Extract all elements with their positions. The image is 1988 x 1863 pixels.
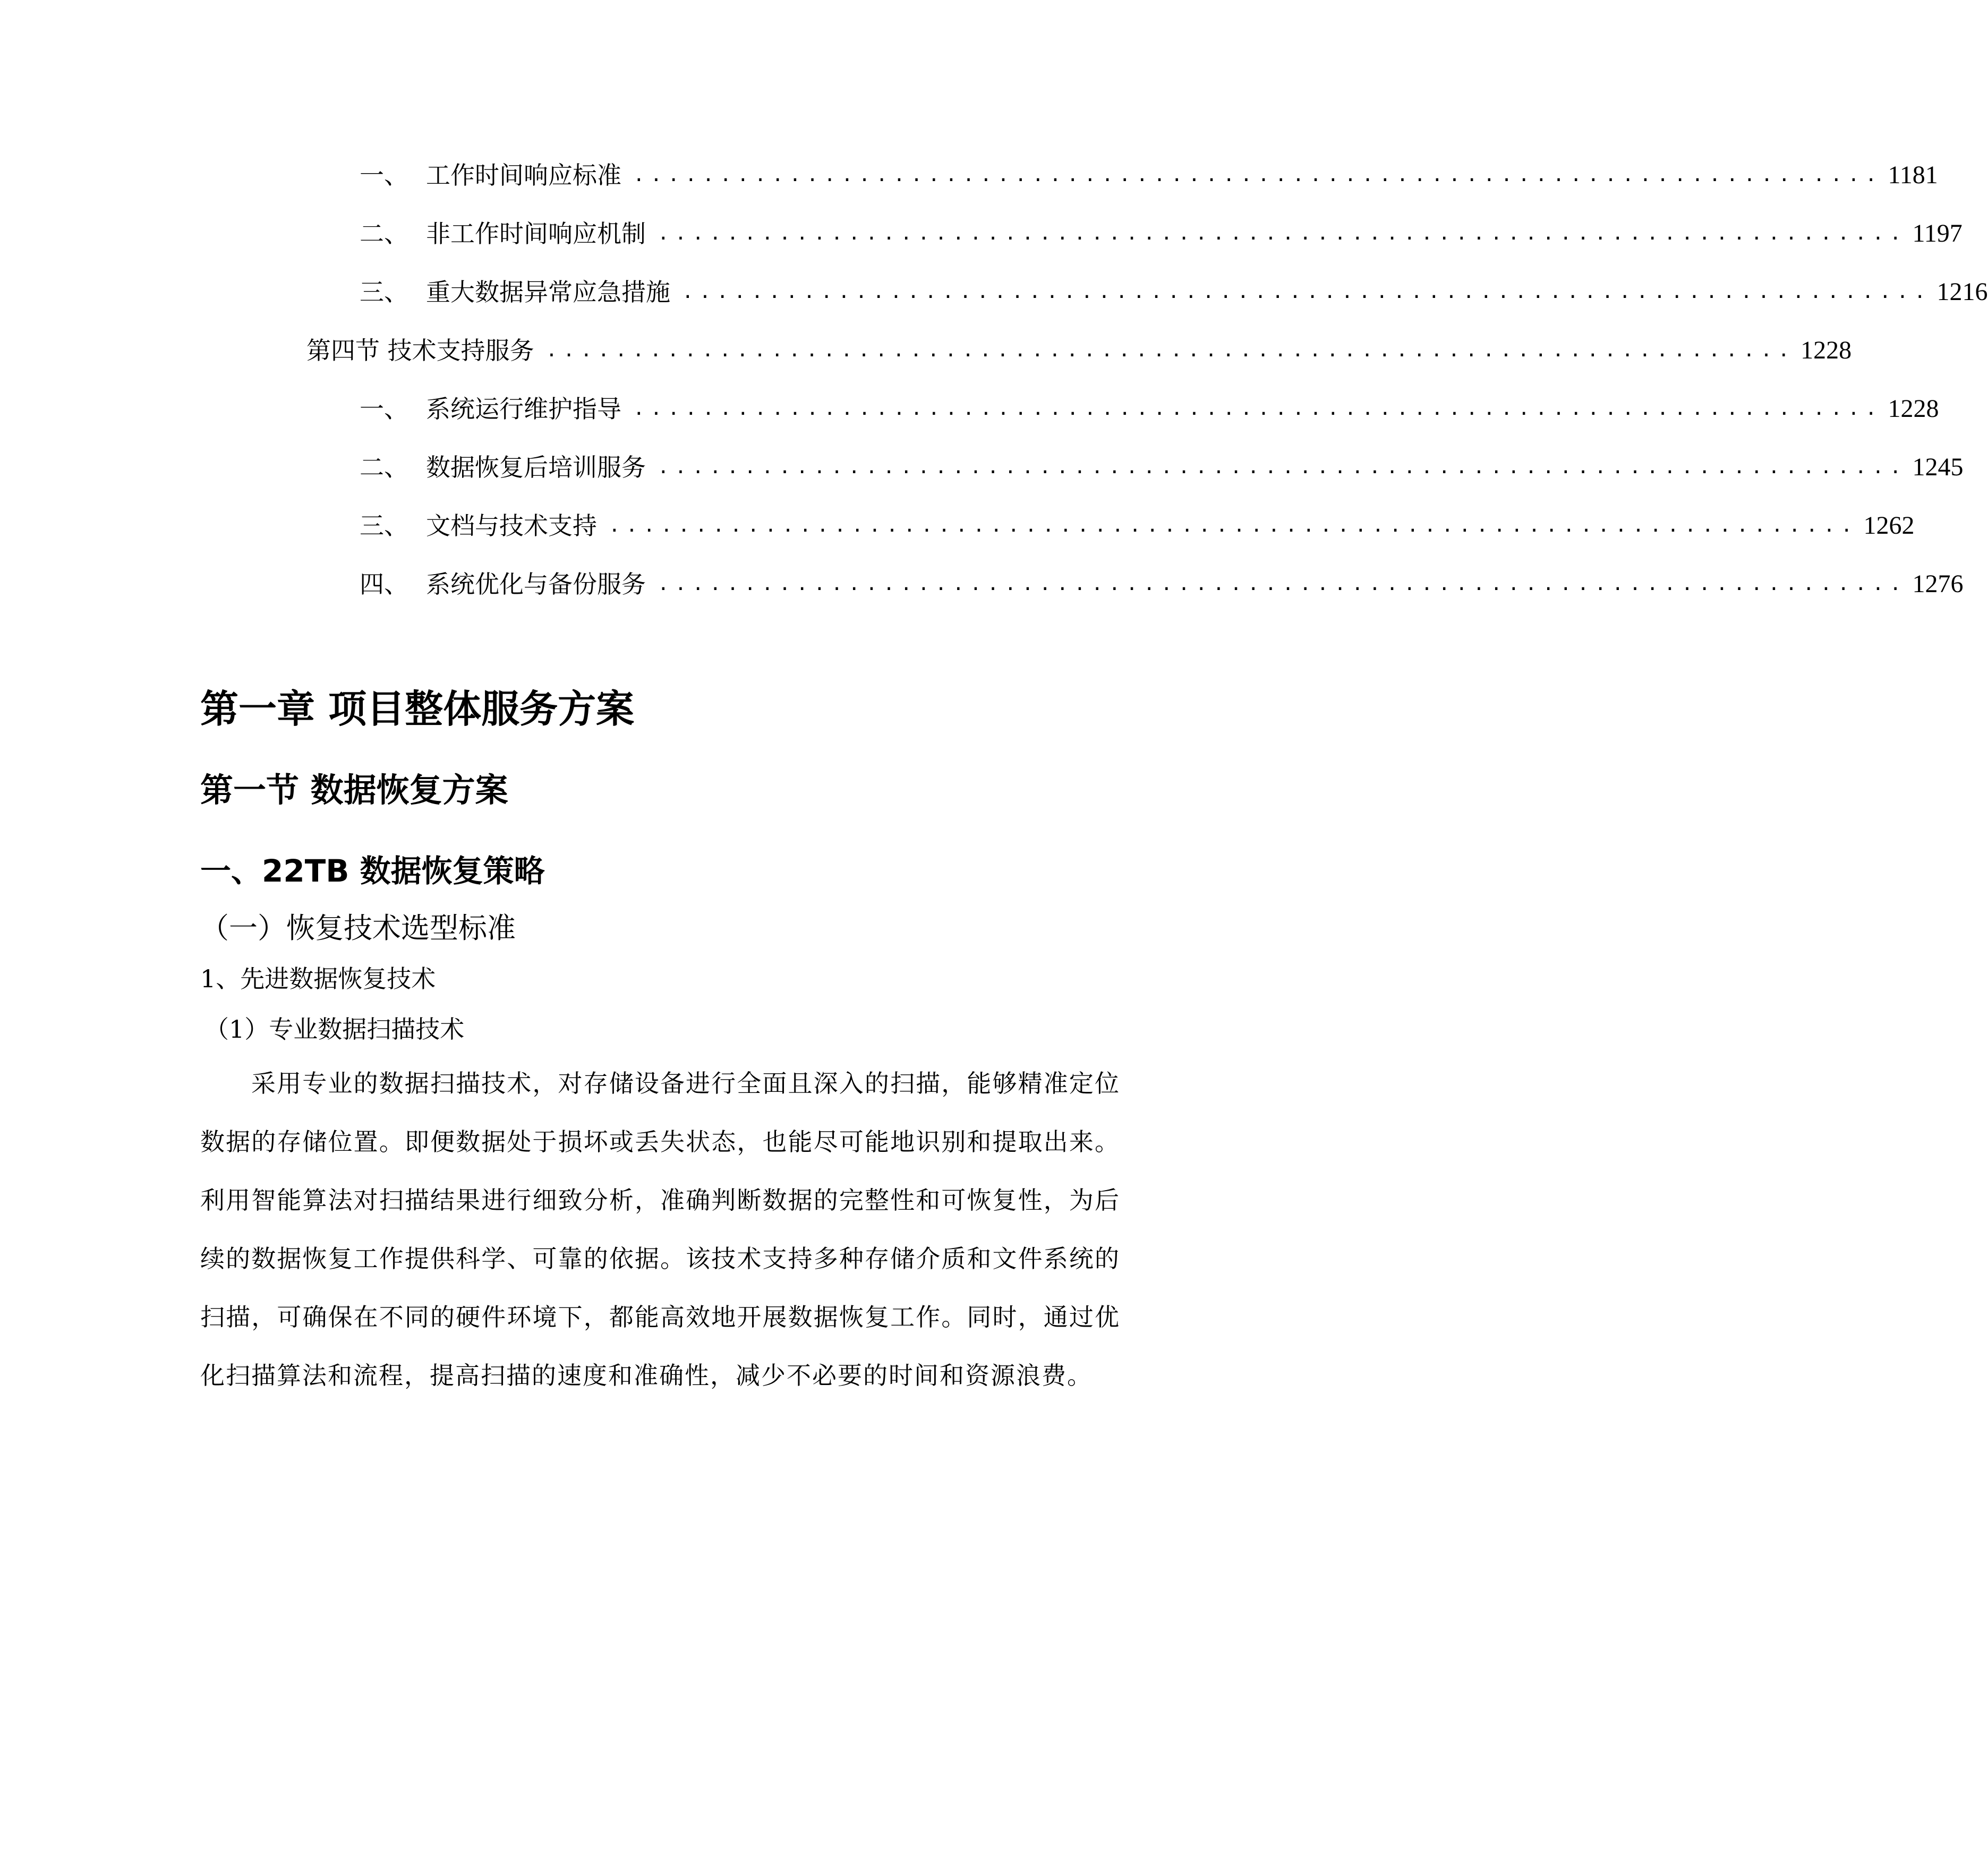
toc-dot-leader: ........................................................................: [682, 281, 1932, 303]
toc-entry-page: 1181: [1888, 161, 1938, 189]
toc-entry-number: 三、: [360, 278, 408, 306]
body-paragraph: 采用专业的数据扫描技术，对存储设备进行全面且深入的扫描，能够精准定位数据的存储位置。即便数据处于损坏或丢失状态，也能尽可能地识别和提取出来。利用智能算法对扫描结果进行细致分析，准确判断数据的完整性和可恢复性，为后续的数据恢复工作提供科学、可靠的依据。该技术支持多种存储介质和文件系统的扫描，可确保在不同的硬件环境下，都能高效地开展数据恢复工作。同时，通过优化扫描算法和流程，提高扫描的速度和准确性，减少不必要的时间和资源浪费。: [200, 1069, 1120, 1390]
toc-entry-title: 系统运行维护指导: [426, 395, 621, 423]
toc-dot-leader: ........................................................................: [633, 398, 1883, 420]
toc-entry-number: 二、: [360, 219, 408, 248]
toc-dot-leader: ........................................................................: [658, 456, 1907, 478]
section-title: 第一节 数据恢复方案: [200, 771, 508, 809]
item-title: 1、先进数据恢复技术: [200, 964, 436, 993]
toc-entry-number: 二、: [360, 453, 408, 482]
subsection-title: 一、22TB 数据恢复策略: [200, 853, 545, 889]
sub-item-title: （1）专业数据扫描技术: [204, 1015, 465, 1044]
toc-entry-page: 1262: [1863, 511, 1915, 540]
toc-entry-number: 一、: [360, 395, 408, 423]
toc-entry-title: 数据恢复后培训服务: [426, 453, 646, 482]
toc-entry-number: 一、: [360, 161, 408, 190]
toc-dot-leader: ........................................................................: [609, 515, 1858, 536]
sub-subsection-title: （一）恢复技术选型标准: [200, 911, 516, 945]
toc-entry-title: 文档与技术支持: [426, 511, 597, 540]
toc-entry-page: 1216: [1936, 278, 1988, 306]
toc-entry-page: 1245: [1912, 453, 1964, 481]
toc-entry[interactable]: [360, 507, 1915, 544]
toc-dot-leader: ........................................................................: [545, 339, 1796, 361]
toc-entry[interactable]: [360, 566, 1964, 603]
toc-entry[interactable]: [360, 390, 1939, 428]
toc-entry-number: 四、: [360, 570, 408, 599]
toc-dot-leader: ........................................................................: [658, 223, 1907, 244]
toc-entry-title: 非工作时间响应机制: [426, 219, 646, 248]
toc-entry-title: 第四节 技术支持服务: [306, 336, 534, 365]
toc-entry-title: 系统优化与备份服务: [426, 570, 646, 599]
toc-dot-leader: ........................................................................: [658, 573, 1907, 595]
chapter-title: 第一章 项目整体服务方案: [200, 687, 635, 731]
toc-entry-number: 三、: [360, 511, 408, 540]
toc-entry-page: 1276: [1912, 570, 1964, 598]
toc-entry-page: 1197: [1912, 219, 1963, 247]
toc-entry-section[interactable]: [306, 332, 1852, 369]
toc-entry-page: 1228: [1801, 336, 1852, 364]
toc-entry[interactable]: [360, 215, 1963, 252]
toc-dot-leader: ........................................................................: [633, 164, 1883, 186]
toc-entry[interactable]: [360, 274, 1988, 311]
toc-entry[interactable]: [360, 157, 1938, 194]
toc-entry[interactable]: [360, 449, 1964, 486]
toc-entry-title: 重大数据异常应急措施: [426, 278, 670, 306]
toc-entry-title: 工作时间响应标准: [426, 161, 621, 190]
toc-entry-page: 1228: [1888, 395, 1939, 423]
